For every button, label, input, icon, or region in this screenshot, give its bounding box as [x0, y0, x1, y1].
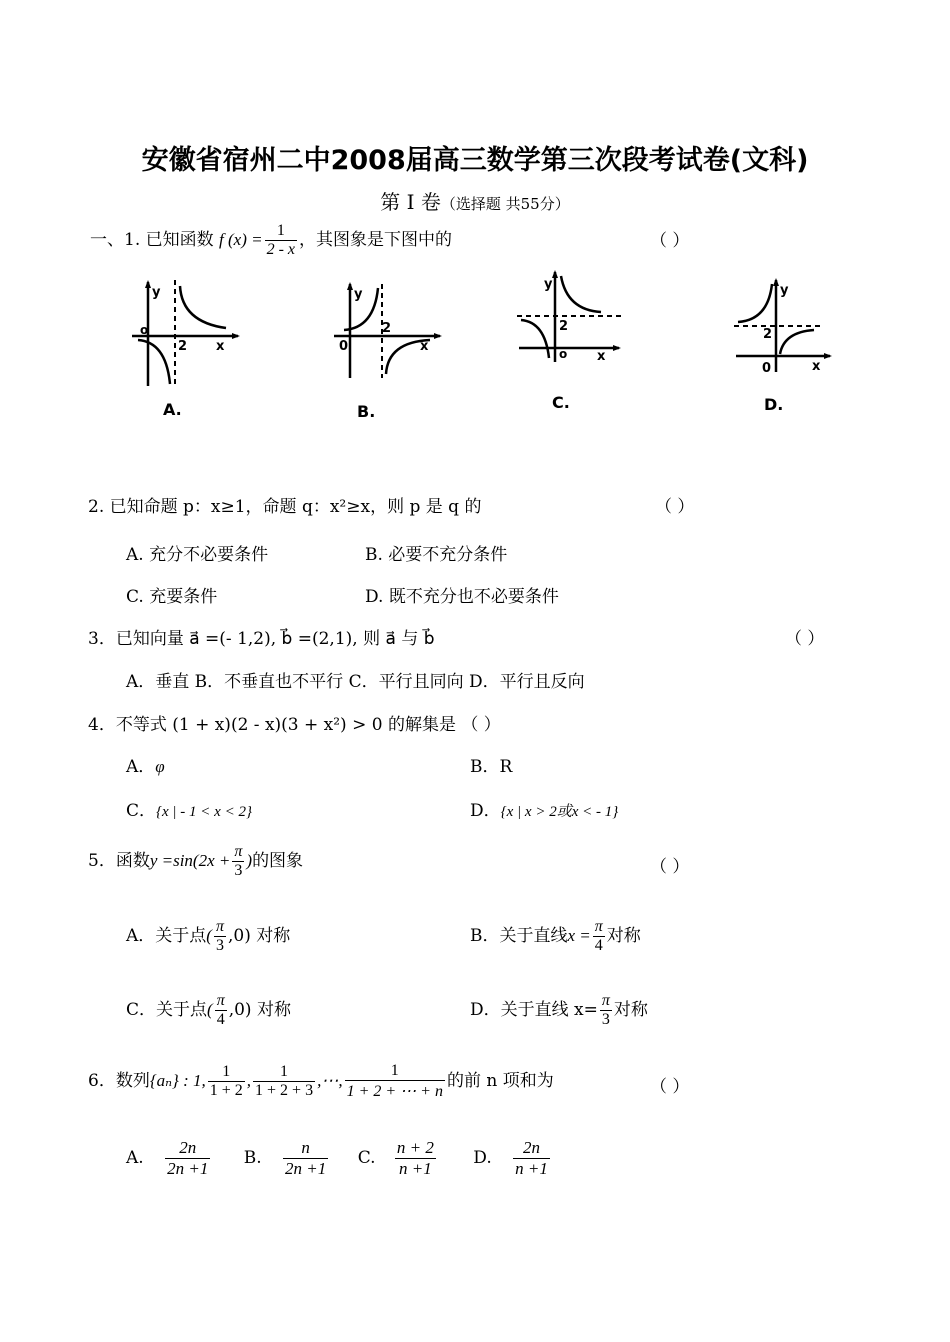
- q5-a-fraction: [214, 918, 226, 955]
- graph-c-origin-label: o: [559, 347, 568, 361]
- q5-answer-paren: （ ）: [650, 857, 690, 877]
- q5-option-d: [470, 992, 648, 1029]
- graph-b-x-label: x: [420, 339, 429, 354]
- q6-b-den: 2n +1: [285, 1159, 327, 1178]
- q6-c-den: n +1: [395, 1158, 436, 1179]
- graph-b-y-label: y: [354, 287, 363, 302]
- q4-d-value: {x | x > 2或x < - 1}: [500, 804, 619, 820]
- q5-num: π: [234, 843, 243, 860]
- graph-a: [128, 278, 243, 390]
- q6-frac-2: [253, 1063, 315, 1100]
- q2-option-d: D. 既不充分也不必要条件: [365, 587, 559, 607]
- q6-b-fraction: [283, 1138, 328, 1179]
- q4-option-d: [470, 796, 618, 821]
- graph-c-curve-left: [521, 320, 549, 358]
- graph-d: [732, 276, 837, 376]
- q5-option-a: [126, 918, 290, 955]
- q2-option-a: A. 充分不必要条件: [126, 545, 269, 565]
- q6-a-label: A.: [126, 1148, 144, 1168]
- q1-fraction: [265, 222, 297, 259]
- q6-frac-1: [208, 1063, 245, 1100]
- q5-b-den: 4: [593, 936, 605, 955]
- q1-num: 1: [276, 222, 285, 239]
- q5-den: 3: [232, 861, 244, 880]
- q4-option-b: B．R: [470, 757, 513, 777]
- graph-c: [515, 268, 625, 366]
- q5-d-den: 3: [600, 1010, 612, 1029]
- graph-d-x-label: x: [812, 359, 821, 374]
- q5-c-pre: C．关于点: [126, 1000, 208, 1020]
- q6-options: [126, 1138, 552, 1179]
- question-2-stem: 2. 已知命题 p：x≥1，命题 q：x²≥x，则 p 是 q 的: [88, 497, 482, 517]
- q6-f2-den: 1 + 2 + 3: [255, 1082, 314, 1099]
- q1-prefix: 一、1. 已知函数: [90, 230, 214, 250]
- graph-a-curve-left: [138, 340, 170, 384]
- q1-fx: f (x) =: [219, 230, 263, 249]
- question-6-stem: [88, 1062, 554, 1101]
- q6-f2-num: 1: [280, 1063, 289, 1080]
- graph-a-label: A.: [163, 400, 182, 419]
- q6-suffix: 的前 n 项和为: [446, 1071, 554, 1091]
- graph-c-curve-right: [561, 276, 601, 312]
- q2-option-b: B. 必要不充分条件: [365, 545, 508, 565]
- q1-answer-paren: （ ）: [650, 231, 690, 251]
- q1-suffix: ，其图象是下图中的: [299, 230, 453, 250]
- q5-expr: y =sin(2x +: [149, 851, 231, 870]
- subtitle-note: （选择题 共55分）: [440, 195, 570, 213]
- page-title: 安徽省宿州二中2008届高三数学第三次段考试卷(文科): [141, 145, 809, 176]
- q6-d-num: 2n: [523, 1138, 540, 1157]
- section-subtitle: [0, 186, 950, 215]
- q6-frac-3: [345, 1062, 445, 1101]
- q5-close: ): [246, 851, 253, 870]
- subtitle-main: 第 I 卷: [380, 190, 441, 214]
- q4-d-label: D．: [470, 801, 501, 821]
- q2-answer-paren: （ ）: [655, 497, 695, 517]
- q6-prefix: 6．数列: [88, 1071, 150, 1091]
- graph-d-two-label: 2: [763, 327, 773, 342]
- question-4-stem: 4．不等式 (1 + x)(2 - x)(3 + x²) > 0 的解集是 （ ）: [88, 715, 501, 735]
- q5-b-fraction: [593, 918, 605, 955]
- q6-c-fraction: [395, 1138, 436, 1179]
- graph-d-y-label: y: [780, 283, 789, 298]
- q4-c-label: C．: [126, 801, 157, 821]
- q6-answer-paren: （ ）: [650, 1077, 690, 1097]
- q6-dots: ,⋯,: [317, 1071, 343, 1090]
- q6-b-label: B.: [243, 1148, 262, 1168]
- q5-a-den: 3: [214, 936, 226, 955]
- q6-a-den: 2n +1: [167, 1159, 209, 1178]
- graph-a-origin-label: o: [140, 323, 149, 337]
- q5-c-open: (: [207, 1000, 213, 1019]
- q1-den: 2 - x: [266, 241, 296, 258]
- q6-a-fraction: [165, 1138, 210, 1179]
- q6-c-num: n + 2: [396, 1138, 434, 1157]
- q5-b-post: 对称: [606, 926, 641, 946]
- q4-a-value: φ: [155, 757, 165, 776]
- q6-seq: {aₙ} : 1,: [149, 1071, 206, 1090]
- graph-c-label: C.: [552, 393, 570, 412]
- graph-c-two-label: 2: [559, 319, 569, 334]
- q3-answer-paren: （ ）: [785, 629, 825, 649]
- q5-a-num: π: [215, 918, 224, 935]
- q5-b-pre: B．关于直线: [470, 926, 568, 946]
- q5-a-post: ,0) 对称: [227, 926, 291, 946]
- q5-a-open: (: [206, 926, 212, 945]
- graph-c-x-label: x: [597, 349, 606, 364]
- q5-suffix: 的图象: [252, 851, 304, 871]
- q5-prefix: 5．函数: [88, 851, 150, 871]
- graph-b-label: B.: [357, 402, 376, 421]
- q6-d-den: n +1: [515, 1159, 548, 1178]
- q5-fraction: [232, 843, 244, 880]
- q6-f3-num: 1: [390, 1062, 399, 1079]
- q5-a-pre: A．关于点: [126, 926, 207, 946]
- q5-c-fraction: [215, 992, 227, 1029]
- graph-d-zero-label: 0: [762, 361, 772, 376]
- question-3-stem: 3．已知向量 a⃗ =(- 1,2), b⃗ =(2,1), 则 a⃗ 与 b⃗: [88, 629, 435, 649]
- q5-option-b: [470, 918, 641, 955]
- graph-a-x-label: x: [216, 339, 225, 354]
- q6-b-num: n: [301, 1138, 310, 1157]
- q3-options: A．垂直 B．不垂直也不平行 C．平行且同向 D．平行且反向: [126, 672, 585, 692]
- q5-c-den: 4: [215, 1010, 227, 1029]
- graph-d-curve-right: [780, 330, 814, 354]
- graph-b: [330, 280, 445, 382]
- question-5-stem: [88, 843, 303, 880]
- graph-c-y-label: y: [544, 277, 553, 292]
- q6-f3-den: 1 + 2 + ⋯ + n: [345, 1080, 445, 1101]
- q5-d-post: 对称: [613, 1000, 648, 1020]
- graph-a-y-label: y: [152, 285, 161, 300]
- graph-a-curve-right: [180, 286, 226, 328]
- q6-d-label: D.: [473, 1148, 492, 1168]
- q2-option-c: C. 充要条件: [126, 587, 218, 607]
- graph-d-curve-left: [738, 284, 772, 322]
- q6-c-label: C.: [357, 1148, 376, 1168]
- q6-a-num: 2n: [179, 1138, 197, 1157]
- graph-a-two-label: 2: [178, 339, 188, 354]
- q5-c-num: π: [216, 992, 225, 1009]
- graph-b-two-label: 2: [382, 321, 392, 336]
- q5-b-x: x =: [567, 926, 591, 945]
- q5-d-pre: D．关于直线 x=: [470, 1000, 598, 1020]
- q4-option-a: [126, 752, 165, 777]
- q5-d-num: π: [601, 992, 610, 1009]
- graph-d-label: D.: [764, 395, 784, 414]
- q5-b-num: π: [594, 918, 603, 935]
- graph-b-zero-label: 0: [339, 339, 349, 354]
- q6-comma: ,: [246, 1071, 252, 1090]
- q6-f1-num: 1: [222, 1063, 231, 1080]
- q4-option-c: [126, 796, 252, 821]
- q5-c-post: ,0) 对称: [228, 1000, 291, 1020]
- q5-d-fraction: [600, 992, 612, 1029]
- q4-c-value: {x | - 1 < x < 2}: [156, 804, 252, 820]
- q6-d-fraction: [513, 1138, 550, 1179]
- q4-a-label: A．: [126, 757, 156, 777]
- question-1-stem: [90, 222, 452, 259]
- q5-option-c: [126, 992, 291, 1029]
- q6-f1-den: 1 + 2: [209, 1082, 243, 1099]
